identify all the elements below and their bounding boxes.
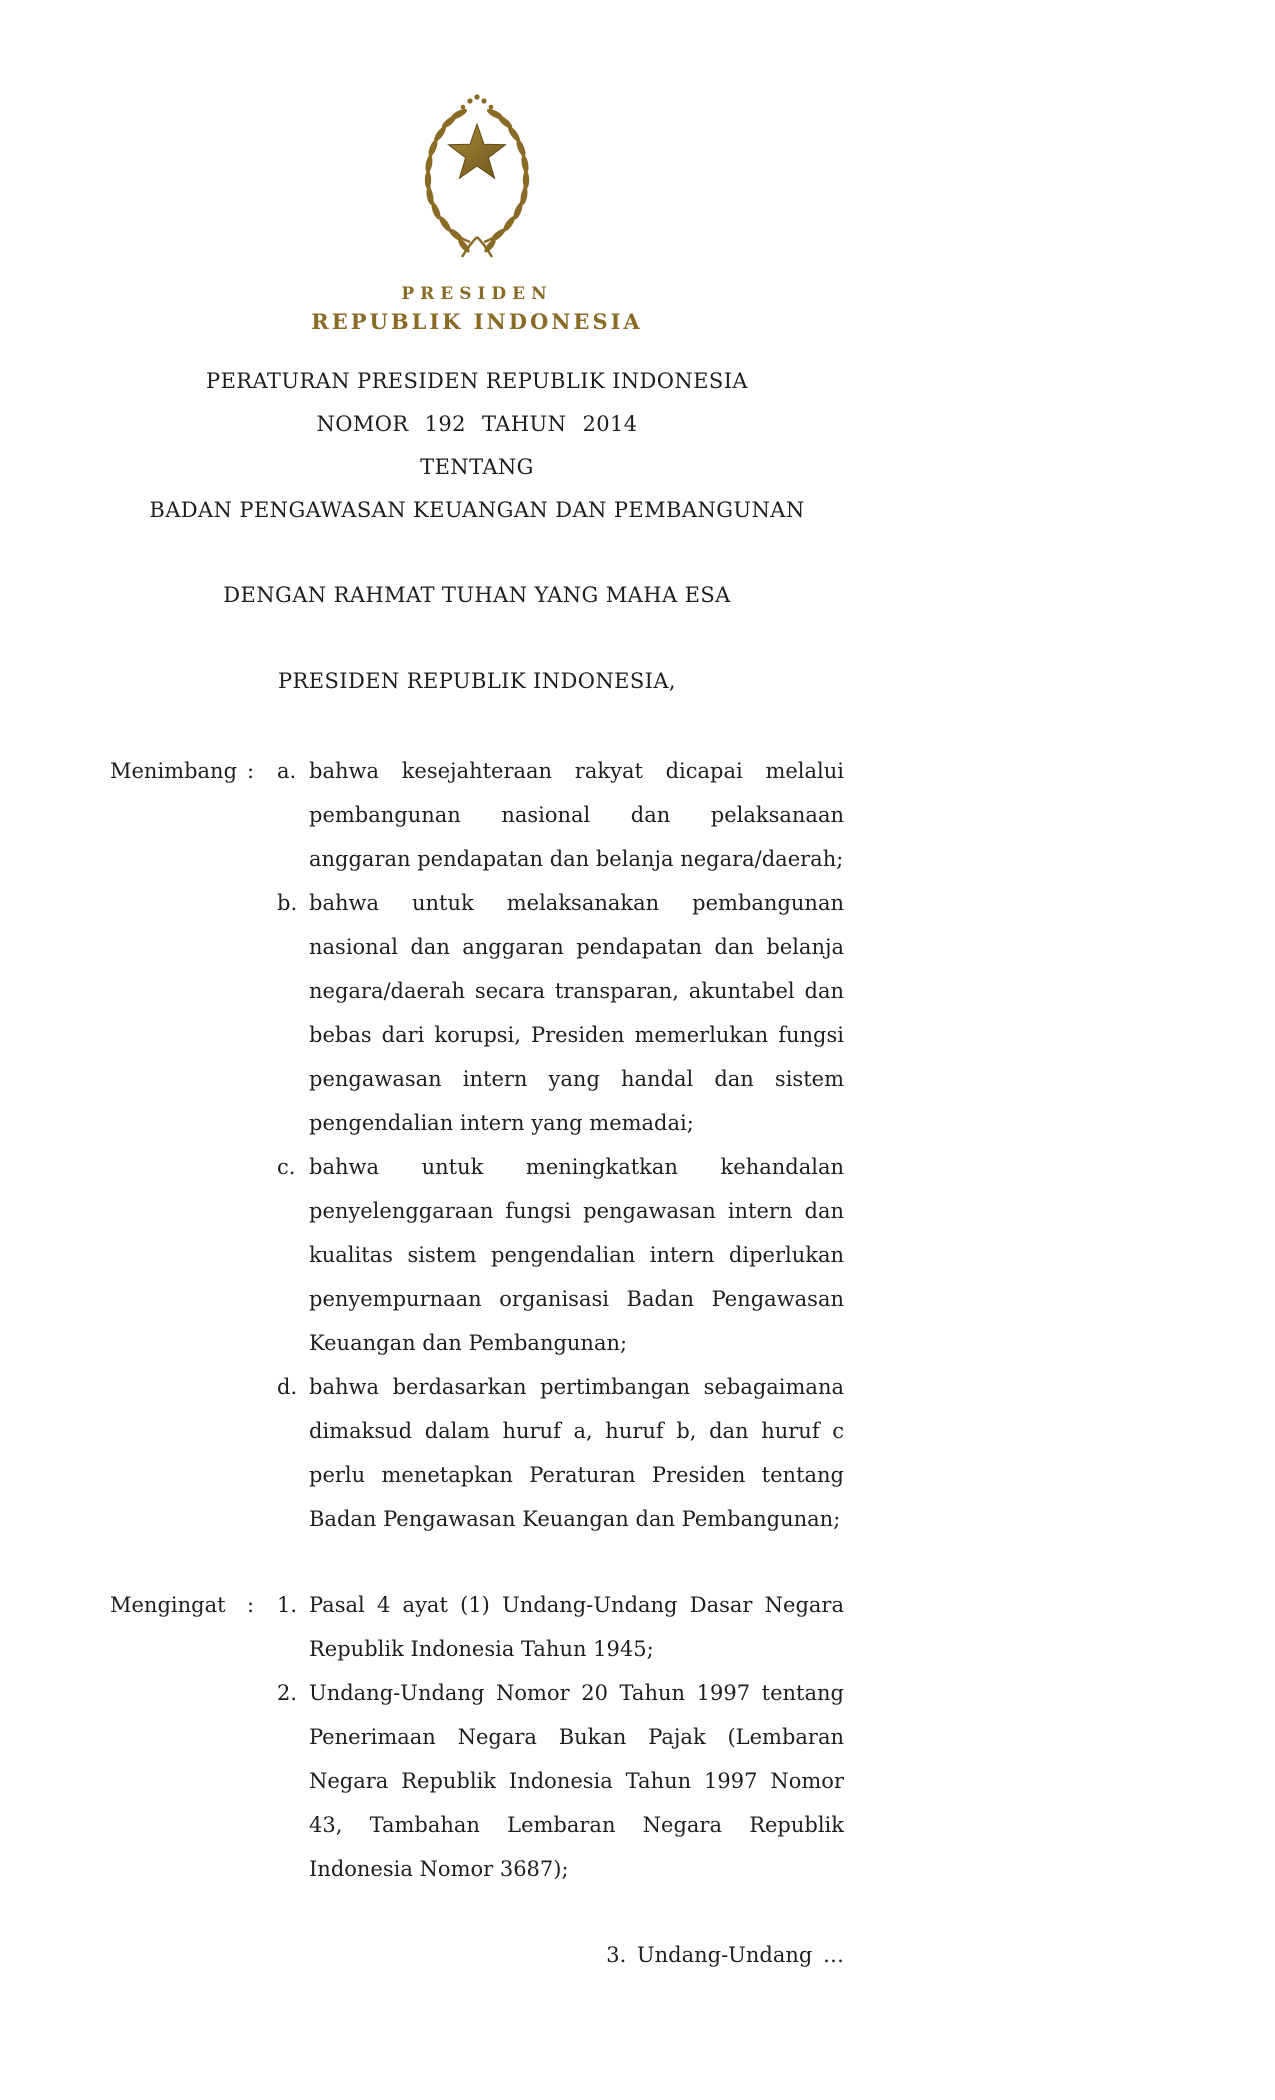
legal-basis-label: Mengingat — [110, 1593, 226, 1617]
legal-basis-colon: : — [247, 1593, 255, 1617]
item-marker: 2. — [277, 1681, 298, 1705]
considerations-label: Menimbang — [110, 759, 238, 783]
tentang-label: TENTANG — [420, 455, 534, 479]
item-text: Pasal 4 ayat (1) Undang-Undang Dasar Negara Republik Indonesia Tahun 1945; — [309, 1593, 844, 1661]
item-text: bahwa untuk meningkatkan kehandalan penyelenggaraan fungsi pengawasan intern dan kualitas sistem pengendalian intern diperlukan penyempurnaan organisasi Badan Pengawasan Keuangan dan Pembangunan; — [309, 1155, 844, 1355]
consideration-item — [277, 1145, 844, 1365]
considerations-section — [110, 749, 844, 1541]
regulation-title-line: PERATURAN PRESIDEN REPUBLIK INDONESIA — [206, 369, 748, 393]
item-marker: 1. — [277, 1593, 298, 1617]
item-marker: d. — [277, 1375, 298, 1399]
catchword: 3. Undang-Undang … — [606, 1943, 844, 1967]
item-text: Undang-Undang Nomor 20 Tahun 1997 tentang Penerimaan Negara Bukan Pajak (Lembaran Negara Republik Indonesia Tahun 1997 Nomor 43, Tambahan Lembaran Negara Republik Indonesia Nomor 3687); — [309, 1681, 844, 1881]
consideration-item — [277, 749, 844, 881]
item-marker: b. — [277, 891, 298, 915]
presidential-seal-icon — [412, 84, 542, 264]
considerations-colon: : — [247, 759, 255, 783]
letterhead — [110, 0, 844, 334]
regulation-number-line: NOMOR 192 TAHUN 2014 — [316, 412, 638, 436]
item-marker: a. — [277, 759, 297, 783]
regulation-title-block — [110, 360, 844, 532]
consideration-item — [277, 1365, 844, 1541]
legal-basis-item — [277, 1583, 844, 1671]
regulation-subject-line: BADAN PENGAWASAN KEUANGAN DAN PEMBANGUNAN — [149, 498, 805, 522]
legal-basis-items — [277, 1583, 844, 1891]
invocation-line: DENGAN RAHMAT TUHAN YANG MAHA ESA — [223, 583, 731, 607]
item-marker: c. — [277, 1155, 296, 1179]
letterhead-presiden-label: PRESIDEN — [401, 284, 553, 304]
star-icon — [449, 124, 506, 178]
clauses — [110, 749, 844, 1891]
legal-basis-section — [110, 1583, 844, 1891]
item-text: bahwa berdasarkan pertimbangan sebagaimana dimaksud dalam huruf a, huruf b, dan huruf c perlu menetapkan Peraturan Presiden tentang Badan Pengawasan Keuangan dan Pembangunan; — [309, 1375, 844, 1531]
legal-basis-item — [277, 1671, 844, 1891]
considerations-items — [277, 749, 844, 1541]
letterhead-republik-indonesia-label: REPUBLIK INDONESIA — [311, 309, 643, 334]
issuer-line: PRESIDEN REPUBLIK INDONESIA, — [278, 669, 676, 693]
consideration-item — [277, 881, 844, 1145]
item-text: bahwa untuk melaksanakan pembangunan nasional dan anggaran pendapatan dan belanja negara/daerah secara transparan, akuntabel dan bebas dari korupsi, Presiden memerlukan fungsi pengawasan intern yang handal dan sistem pengendalian intern yang memadai; — [309, 891, 844, 1135]
item-text: bahwa kesejahteraan rakyat dicapai melalui pembangunan nasional dan pelaksanaan anggaran pendapatan dan belanja negara/daerah; — [309, 759, 844, 871]
document-content-column — [110, 0, 844, 1977]
